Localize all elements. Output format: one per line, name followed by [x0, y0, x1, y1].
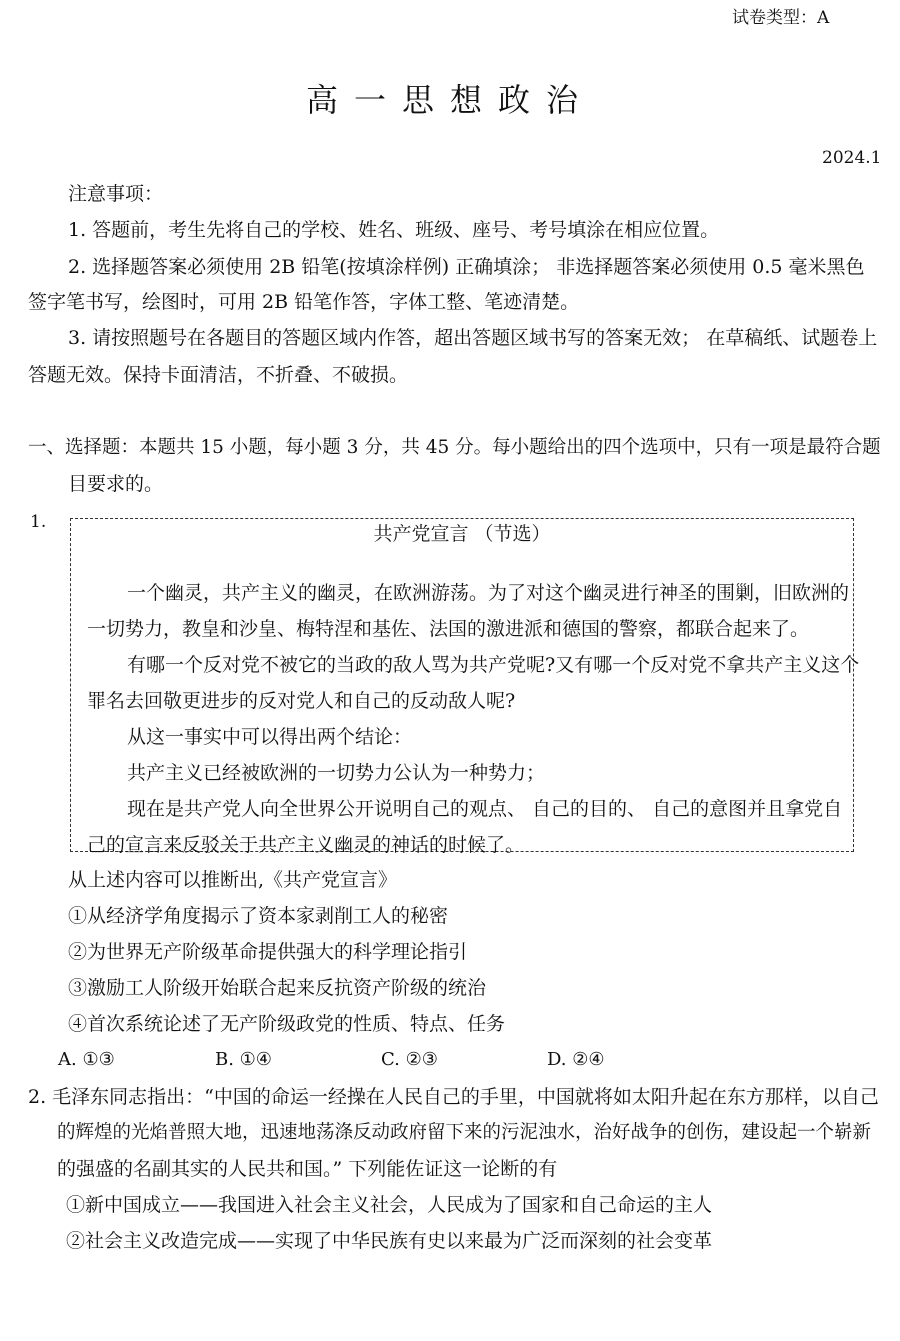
section-heading-line-1: 一、选择题：本题共 15 小题，每小题 3 分，共 45 分。每小题给出的四个选项中，只有一项是最符合题: [28, 437, 881, 458]
question-1-statement-3: ③激励工人阶级开始联合起来反抗资产阶级的统治: [68, 977, 487, 999]
question-1-stem: 从上述内容可以推断出,《共产党宣言》: [68, 869, 398, 891]
notes-item-2-line-1: 2. 选择题答案必须使用 2B 铅笔(按填涂样例) 正确填涂； 非选择题答案必须使用 0.5 毫米黑色: [68, 256, 865, 278]
question-2-line-3: 的强盛的名副其实的人民共和国。” 下列能佐证这一论断的有: [57, 1158, 558, 1180]
excerpt-p4: 共产主义已经被欧洲的一切势力公认为一种势力；: [127, 762, 546, 784]
question-1-number: 1.: [30, 512, 47, 532]
question-1-statement-4: ④首次系统论述了无产阶级政党的性质、特点、任务: [68, 1013, 506, 1035]
section-heading-line-2: 目要求的。: [68, 473, 164, 495]
question-2-line-1: 2. 毛泽东同志指出：“中国的命运一经操在人民自己的手里，中国就将如太阳升起在东方那样，以自己: [28, 1086, 879, 1108]
excerpt-p5-line-1: 现在是共产党人向全世界公开说明自己的观点、 自己的目的、 自己的意图并且拿党自: [127, 798, 843, 820]
exam-date: 2024.1: [822, 148, 882, 168]
question-1-option-a[interactable]: A. ①③: [58, 1049, 115, 1070]
question-1-option-b[interactable]: B. ①④: [215, 1049, 272, 1070]
question-2-statement-1: ①新中国成立——我国进入社会主义社会，人民成为了国家和自己命运的主人: [66, 1194, 713, 1216]
notes-item-3-line-2: 答题无效。保持卡面清洁，不折叠、不破损。: [28, 364, 409, 386]
excerpt-p1-line-1: 一个幽灵，共产主义的幽灵，在欧洲游荡。为了对这个幽灵进行神圣的围剿，旧欧洲的: [127, 582, 850, 604]
excerpt-p3: 从这一事实中可以得出两个结论：: [127, 726, 413, 748]
excerpt-p2-line-1: 有哪一个反对党不被它的当政的敌人骂为共产党呢?又有哪一个反对党不拿共产主义这个: [127, 654, 860, 676]
notes-heading: 注意事项：: [68, 183, 164, 205]
excerpt-p1-line-2: 一切势力，教皇和沙皇、梅特涅和基佐、法国的激进派和德国的警察，都联合起来了。: [87, 618, 810, 640]
question-1-option-d[interactable]: D. ②④: [547, 1049, 605, 1070]
notes-item-1: 1. 答题前，考生先将自己的学校、姓名、班级、座号、考号填涂在相应位置。: [68, 219, 720, 241]
question-1-option-c[interactable]: C. ②③: [381, 1049, 438, 1070]
question-2-line-2: 的辉煌的光焰普照大地，迅速地荡涤反动政府留下来的污泥浊水，治好战争的创伤，建设起一个崭新: [57, 1122, 872, 1143]
exam-title: 高一思想政治: [305, 81, 594, 119]
question-1-statement-1: ①从经济学角度揭示了资本家剥削工人的秘密: [68, 905, 449, 927]
excerpt-title: 共产党宣言 （节选）: [373, 523, 551, 545]
notes-item-2-line-2: 签字笔书写，绘图时，可用 2B 铅笔作答，字体工整、笔迹清楚。: [28, 291, 580, 313]
question-2-statement-2: ②社会主义改造完成——实现了中华民族有史以来最为广泛而深刻的社会变革: [66, 1230, 713, 1252]
paper-type-label: 试卷类型：A: [732, 8, 830, 28]
excerpt-p2-line-2: 罪名去回敬更进步的反对党人和自己的反动敌人呢?: [87, 690, 516, 712]
notes-item-3-line-1: 3. 请按照题号在各题目的答题区域内作答，超出答题区域书写的答案无效； 在草稿纸、试题卷上: [68, 327, 878, 349]
excerpt-p5-line-2: 己的宣言来反驳关于共产主义幽灵的神话的时候了。: [87, 834, 525, 856]
question-1-statement-2: ②为世界无产阶级革命提供强大的科学理论指引: [68, 941, 468, 963]
